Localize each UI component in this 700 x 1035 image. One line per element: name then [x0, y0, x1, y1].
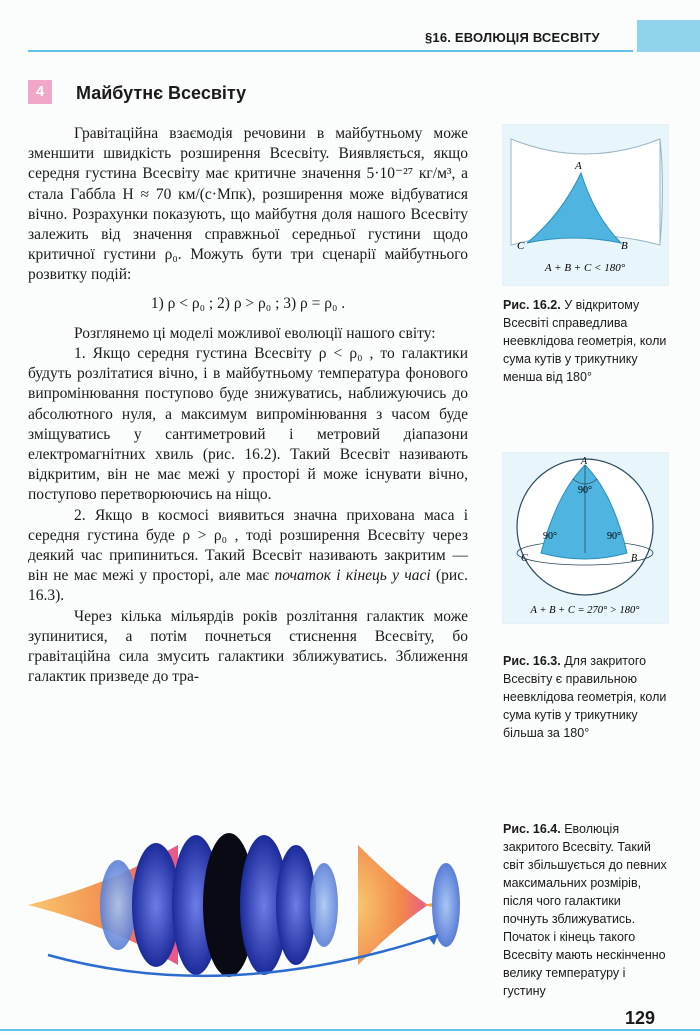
fig2-angle-right: 90°	[607, 531, 621, 542]
fig2-formula: A + B + C = 270° > 180°	[530, 605, 640, 616]
figure-16-2-open-universe	[502, 124, 669, 286]
figure-16-4-evolution	[28, 805, 478, 1010]
fig2-caption-text: Для закритого Всесвіту є правильною неевклідова геометрія, коли сума кутів у трикутнику більша за 180°	[503, 654, 667, 740]
fig2-label-b: B	[631, 553, 638, 564]
header-rule	[28, 50, 633, 52]
fig1-label-b: B	[621, 240, 628, 252]
figure-16-2-caption	[503, 296, 668, 386]
fig1-caption-label: Рис. 16.2.	[503, 298, 561, 312]
universe-stage-7	[310, 863, 338, 947]
paragraph-3: 1. Якщо середня густина Всесвіту ρ < ρ₀ , то галактики будуть розлітатися вічно, і в майбутньому температура фонового випромінювання поступово буде знижуватись, наближуючись до абсолютного нуля, а максимум випромінювання з часом буде зміщуватись у сантиметровий і метровий діапазони електромагнітних хвиль (рис. 16.2). Такий Всесвіт називають відкритим, він не має межі у просторі й може існувати вічно, поступово перетворюючись на ніщо.	[28, 345, 468, 504]
fig3-caption-label: Рис. 16.4.	[503, 822, 561, 836]
fig1-label-c: C	[517, 240, 525, 252]
running-header-title: §16. ЕВОЛЮЦІЯ ВСЕСВІТУ	[425, 30, 600, 45]
paragraph-4-emphasis: початок і кінець у часі	[274, 567, 431, 585]
paragraph-1: Гравітаційна взаємодія речовини в майбутньому може зменшити швидкість розширення Всесвіту. Виявляється, якщо середня густина Всесвіту має критичне значення 5·10⁻²⁷ кг/м³, а стала Габбла H ≈ 70 км/(с·Мпк), розширення може відбуватися вічно. Розрахунки показують, що майбутня доля нашого Всесвіту залежить від значення справжньої середньої густини щодо критичної густини ρ₀. Можуть бути три сценарії майбутнього розвитку подій:	[28, 125, 468, 284]
paragraph-5: Через кілька мільярдів років розлітання галактик може зупинитися, а потім почнеться стиснення Всесвіту, бо гравітаційна сила змусить галактики зближуватись. Зближення галактик призведе до тра-	[28, 607, 468, 686]
main-text	[28, 124, 468, 687]
fig1-caption-text: У відкритому Всесвіті справедлива неевклідова геометрія, коли сума кутів у трикутнику менша від 180°	[503, 298, 667, 384]
paragraph-4-end: (рис. 16.3).	[28, 567, 468, 605]
universe-stage-1	[100, 860, 136, 950]
fig2-angle-left: 90°	[543, 531, 557, 542]
fig2-label-c: C	[521, 553, 528, 564]
figure-16-4-caption	[503, 820, 668, 1000]
fig3-caption-text: Еволюція закритого Всесвіту. Такий світ збільшується до певних максимальних розмірів, після чого галактики почнуть зближуватись. Початок і кінець такого Всесвіту мають нескінченно велику температуру і густину	[503, 822, 667, 998]
fig2-label-a: A	[581, 456, 588, 467]
scenarios-formula: 1) ρ < ρ₀ ; 2) ρ > ρ₀ ; 3) ρ = ρ₀ .	[150, 294, 346, 312]
footer-rule	[0, 1029, 700, 1031]
fig2-caption-label: Рис. 16.3.	[503, 654, 561, 668]
figure-16-3-caption	[503, 652, 668, 742]
fig2-angle-top: 90°	[578, 485, 592, 496]
fig1-label-a: A	[575, 160, 582, 172]
header-tab-decoration	[637, 20, 700, 52]
page-number: 129	[625, 1008, 656, 1028]
paragraph-2: Розглянемо ці моделі можливої еволюції нашого світу:	[74, 324, 436, 342]
figure-16-3-closed-universe	[502, 452, 669, 624]
section-number-badge: 4	[28, 80, 52, 104]
paragraph-4-start: 2. Якщо в космосі виявиться значна прихована маса і середня густина буде ρ > ρ₀ , тоді розширення Всесвіту через деякий час припиниться. Такий Всесвіт називають закритим — він не має межі у просторі, але має	[28, 506, 468, 585]
paragraph-4	[28, 506, 468, 607]
fig1-formula: A + B + C < 180°	[544, 262, 626, 274]
section-title: Майбутнє Всесвіту	[76, 83, 247, 103]
